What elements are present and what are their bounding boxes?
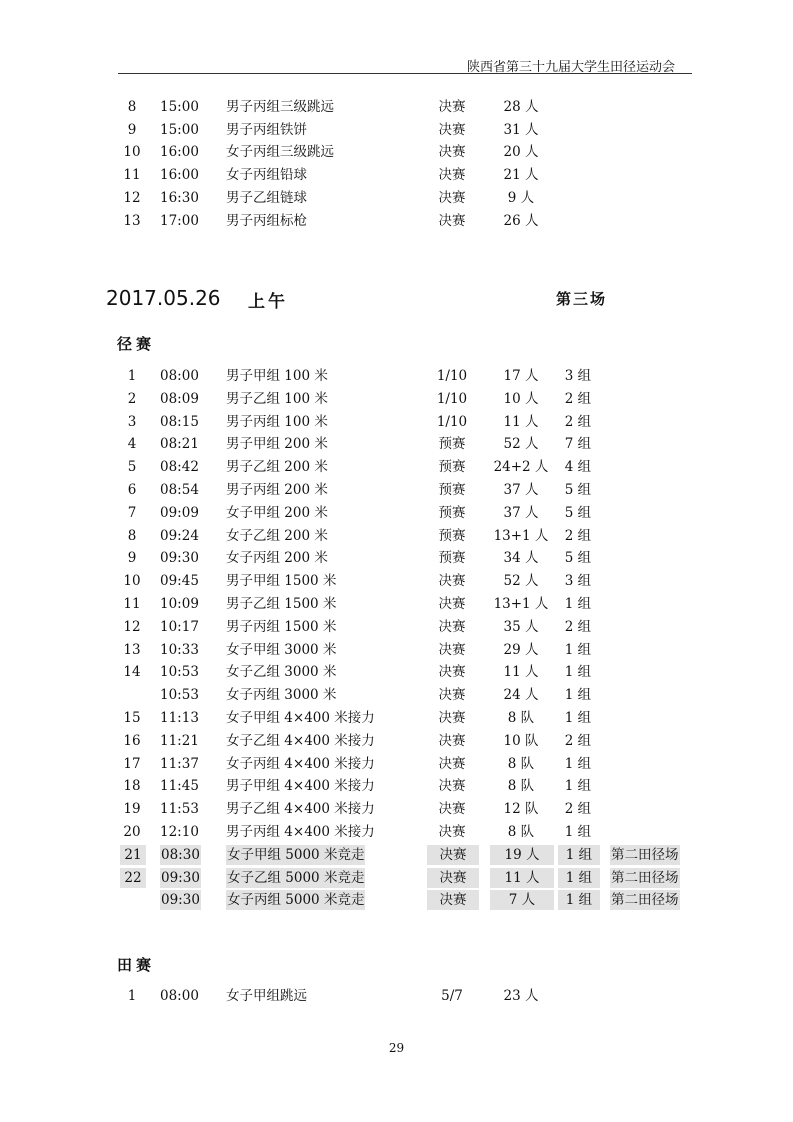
track-time: 11:21 <box>160 732 199 749</box>
track-count: 52 人 <box>503 436 539 453</box>
field-time: 08:00 <box>160 988 199 1004</box>
track-no: 10 <box>123 573 141 590</box>
track-count: 12 队 <box>503 801 539 818</box>
track-time: 09:30 <box>161 892 200 909</box>
track-count: 8 队 <box>507 710 535 726</box>
track-round: 决赛 <box>438 573 466 590</box>
track-round: 决赛 <box>427 845 479 865</box>
track-event: 女子甲组 4×400 米接力 <box>226 710 375 726</box>
track-venue: 第二田径场 <box>611 869 679 886</box>
track-event: 女子丙组 200 米 <box>226 550 328 567</box>
track-time: 11:13 <box>160 710 199 726</box>
track-round: 决赛 <box>438 687 466 704</box>
track-round: 决赛 <box>438 755 466 772</box>
track-groups: 1 组 <box>564 641 592 658</box>
track-groups: 1 组 <box>558 868 600 888</box>
track-no: 8 <box>127 527 137 544</box>
track-event: 男子甲组 1500 米 <box>226 573 337 590</box>
carryover-count: 9 人 <box>507 189 535 206</box>
track-time: 12:10 <box>160 824 199 840</box>
track-no: 7 <box>127 504 137 521</box>
track-row <box>0 776 680 796</box>
track-round: 决赛 <box>427 890 479 910</box>
track-event: 男子乙组 200 米 <box>226 459 328 476</box>
track-time: 09:30 <box>161 869 200 886</box>
track-count: 37 人 <box>503 504 539 521</box>
track-round: 决赛 <box>438 618 466 635</box>
track-event: 男子丙组 200 米 <box>226 482 328 498</box>
track-groups: 1 组 <box>564 755 592 772</box>
track-count: 34 人 <box>503 550 539 567</box>
track-no: 18 <box>123 778 141 795</box>
track-time: 08:15 <box>160 413 199 430</box>
track-time: 08:09 <box>160 390 199 407</box>
track-round: 决赛 <box>438 824 466 840</box>
track-no: 2 <box>127 390 137 407</box>
track-groups: 3 组 <box>564 573 592 590</box>
track-count: 29 人 <box>503 641 539 658</box>
track-time: 10:17 <box>160 618 199 635</box>
track-time: 09:30 <box>160 550 199 567</box>
track-row <box>0 457 680 477</box>
track-groups: 1 组 <box>564 596 592 612</box>
track-no: 5 <box>127 459 137 476</box>
carryover-row <box>0 188 680 208</box>
track-no: 22 <box>120 868 146 888</box>
carryover-event: 女子丙组铅球 <box>226 167 307 184</box>
track-no: 21 <box>120 845 146 865</box>
track-event: 女子乙组 5000 米竞走 <box>227 869 365 886</box>
track-groups: 2 组 <box>564 413 592 430</box>
track-round: 决赛 <box>438 732 466 749</box>
track-time: 09:24 <box>160 527 199 544</box>
carryover-round: 决赛 <box>438 212 466 229</box>
track-row <box>0 868 680 888</box>
carryover-no: 8 <box>127 99 137 115</box>
track-count: 19 人 <box>490 845 554 865</box>
track-no: 19 <box>123 801 141 818</box>
track-row <box>0 434 680 454</box>
track-no: 11 <box>123 596 141 612</box>
track-round: 预赛 <box>438 459 466 476</box>
field-count: 23 人 <box>503 988 539 1004</box>
carryover-event: 男子丙组标枪 <box>226 212 307 229</box>
session-number: 第三场 <box>556 290 608 308</box>
track-groups: 4 组 <box>564 459 592 476</box>
track-time: 10:33 <box>160 641 199 658</box>
field-event: 女子甲组跳远 <box>226 988 307 1004</box>
track-event: 女子丙组 4×400 米接力 <box>226 755 375 772</box>
track-event: 男子甲组 100 米 <box>226 368 328 384</box>
track-count: 10 人 <box>503 390 539 407</box>
track-time: 11:45 <box>160 778 199 795</box>
track-row <box>0 799 680 819</box>
track-count: 8 队 <box>507 778 535 795</box>
header-title: 陕西省第三十九届大学生田径运动会 <box>466 60 675 75</box>
track-groups: 1 组 <box>564 710 592 726</box>
track-time: 09:45 <box>160 573 199 590</box>
track-round: 预赛 <box>438 436 466 453</box>
track-no: 3 <box>127 413 137 430</box>
carryover-time: 17:00 <box>160 212 199 229</box>
track-no: 17 <box>123 755 141 772</box>
track-time: 09:09 <box>160 504 199 521</box>
track-event: 男子丙组 100 米 <box>226 413 328 430</box>
track-time: 11:37 <box>160 755 199 772</box>
carryover-round: 决赛 <box>438 99 466 115</box>
track-event: 女子甲组 3000 米 <box>226 641 337 658</box>
track-event: 男子甲组 4×400 米接力 <box>226 778 375 795</box>
track-round: 预赛 <box>438 504 466 521</box>
track-row <box>0 389 680 409</box>
track-time: 10:09 <box>160 596 199 612</box>
track-count: 13+1 人 <box>493 596 549 612</box>
track-row <box>0 366 680 386</box>
carryover-round: 决赛 <box>438 167 466 184</box>
track-count: 17 人 <box>503 368 539 384</box>
field-no: 1 <box>127 988 137 1004</box>
carryover-row <box>0 97 680 117</box>
track-groups: 2 组 <box>564 801 592 818</box>
carryover-count: 31 人 <box>503 121 539 138</box>
carryover-time: 15:00 <box>160 121 199 138</box>
track-time: 08:30 <box>161 846 200 863</box>
carryover-count: 26 人 <box>503 212 539 229</box>
track-round: 1/10 <box>436 413 468 430</box>
track-event: 女子乙组 3000 米 <box>226 664 337 681</box>
track-time: 08:00 <box>160 368 199 384</box>
carryover-event: 男子丙组铁饼 <box>226 121 307 138</box>
track-row <box>0 822 680 842</box>
track-event: 女子丙组 3000 米 <box>226 687 337 704</box>
track-no: 6 <box>127 482 137 498</box>
carryover-no: 10 <box>123 144 141 161</box>
track-round: 决赛 <box>438 778 466 795</box>
carryover-time: 16:00 <box>160 167 199 184</box>
track-row <box>0 617 680 637</box>
track-count: 24 人 <box>503 687 539 704</box>
track-row <box>0 731 680 751</box>
track-event: 女子甲组 200 米 <box>226 504 328 521</box>
track-no: 16 <box>123 732 141 749</box>
carryover-no: 13 <box>123 212 141 229</box>
track-event: 男子乙组 1500 米 <box>226 596 337 612</box>
carryover-count: 28 人 <box>503 99 539 115</box>
track-time: 10:53 <box>160 664 199 681</box>
carryover-round: 决赛 <box>438 121 466 138</box>
track-event: 女子甲组 5000 米竞走 <box>227 846 365 863</box>
carryover-row <box>0 142 680 162</box>
track-count: 11 人 <box>490 868 554 888</box>
track-row <box>0 594 680 614</box>
track-time: 10:53 <box>160 687 199 704</box>
carryover-round: 决赛 <box>438 189 466 206</box>
track-venue: 第二田径场 <box>611 892 679 909</box>
track-venue: 第二田径场 <box>611 846 679 863</box>
track-time: 08:54 <box>160 482 199 498</box>
carryover-no: 11 <box>123 167 141 184</box>
track-groups: 5 组 <box>564 550 592 567</box>
track-no: 13 <box>123 641 141 658</box>
track-round: 1/10 <box>436 368 468 384</box>
track-groups: 1 组 <box>564 824 592 840</box>
track-row <box>0 662 680 682</box>
track-row <box>0 548 680 568</box>
track-count: 7 人 <box>490 890 554 910</box>
track-groups: 2 组 <box>564 618 592 635</box>
track-row <box>0 640 680 660</box>
track-row <box>0 526 680 546</box>
track-row <box>0 754 680 774</box>
track-round: 预赛 <box>438 482 466 498</box>
track-no: 14 <box>123 664 141 681</box>
carryover-count: 21 人 <box>503 167 539 184</box>
track-groups: 1 组 <box>564 778 592 795</box>
track-groups: 5 组 <box>564 482 592 498</box>
track-row <box>0 480 680 500</box>
track-count: 11 人 <box>503 413 539 430</box>
carryover-row <box>0 211 680 231</box>
session-date: 2017.05.26 <box>106 286 221 310</box>
carryover-event: 男子丙组三级跳远 <box>226 99 334 115</box>
track-event: 男子甲组 200 米 <box>226 436 328 453</box>
carryover-no: 12 <box>123 189 141 206</box>
track-time: 11:53 <box>160 801 199 818</box>
track-round: 1/10 <box>436 390 468 407</box>
track-groups: 1 组 <box>564 687 592 704</box>
track-groups: 7 组 <box>564 436 592 453</box>
track-time: 08:42 <box>160 459 199 476</box>
track-round: 决赛 <box>438 664 466 681</box>
track-round: 预赛 <box>438 550 466 567</box>
track-no: 15 <box>123 710 141 726</box>
track-count: 35 人 <box>503 618 539 635</box>
track-groups: 1 组 <box>558 890 600 910</box>
track-groups: 1 组 <box>564 664 592 681</box>
track-no: 4 <box>127 436 137 453</box>
field-heading: 田赛 <box>117 956 156 974</box>
track-count: 11 人 <box>503 664 539 681</box>
carryover-event: 男子乙组链球 <box>226 189 307 206</box>
track-round: 决赛 <box>438 801 466 818</box>
track-event: 男子乙组 4×400 米接力 <box>226 801 375 818</box>
carryover-time: 15:00 <box>160 99 199 115</box>
track-row <box>0 571 680 591</box>
track-groups: 2 组 <box>564 527 592 544</box>
track-event: 女子乙组 200 米 <box>226 527 328 544</box>
track-event: 女子丙组 5000 米竞走 <box>227 892 365 909</box>
track-row <box>0 503 680 523</box>
carryover-row <box>0 120 680 140</box>
track-groups: 5 组 <box>564 504 592 521</box>
session-period: 上午 <box>248 292 288 312</box>
track-count: 8 队 <box>507 755 535 772</box>
page-number: 29 <box>388 1041 405 1055</box>
track-no: 9 <box>127 550 137 567</box>
field-row <box>0 986 680 1006</box>
track-round: 决赛 <box>438 596 466 612</box>
track-round: 预赛 <box>438 527 466 544</box>
track-groups: 2 组 <box>564 732 592 749</box>
track-no: 12 <box>123 618 141 635</box>
track-event: 男子丙组 1500 米 <box>226 618 337 635</box>
track-row <box>0 890 680 910</box>
carryover-event: 女子丙组三级跳远 <box>226 144 334 161</box>
field-round: 5/7 <box>441 988 463 1004</box>
track-count: 10 队 <box>503 732 539 749</box>
track-round: 决赛 <box>438 641 466 658</box>
track-count: 24+2 人 <box>493 459 549 476</box>
track-row <box>0 685 680 705</box>
header-divider <box>118 73 692 74</box>
track-count: 8 队 <box>507 824 535 840</box>
track-event: 男子丙组 4×400 米接力 <box>226 824 375 840</box>
track-time: 08:21 <box>160 436 199 453</box>
carryover-time: 16:30 <box>160 189 199 206</box>
track-no: 20 <box>123 824 141 840</box>
carryover-time: 16:00 <box>160 144 199 161</box>
carryover-no: 9 <box>127 121 137 138</box>
track-count: 13+1 人 <box>493 527 549 544</box>
track-groups: 3 组 <box>564 368 592 384</box>
track-count: 37 人 <box>503 482 539 498</box>
track-heading: 径赛 <box>117 335 156 353</box>
track-row <box>0 845 680 865</box>
carryover-row <box>0 165 680 185</box>
track-groups: 1 组 <box>558 845 600 865</box>
track-event: 男子乙组 100 米 <box>226 390 328 407</box>
track-round: 决赛 <box>427 868 479 888</box>
track-row <box>0 708 680 728</box>
carryover-count: 20 人 <box>503 144 539 161</box>
track-round: 决赛 <box>438 710 466 726</box>
session-header <box>106 286 626 312</box>
track-row <box>0 412 680 432</box>
track-count: 52 人 <box>503 573 539 590</box>
track-event: 女子乙组 4×400 米接力 <box>226 732 375 749</box>
track-no: 1 <box>127 368 137 384</box>
track-groups: 2 组 <box>564 390 592 407</box>
carryover-round: 决赛 <box>438 144 466 161</box>
